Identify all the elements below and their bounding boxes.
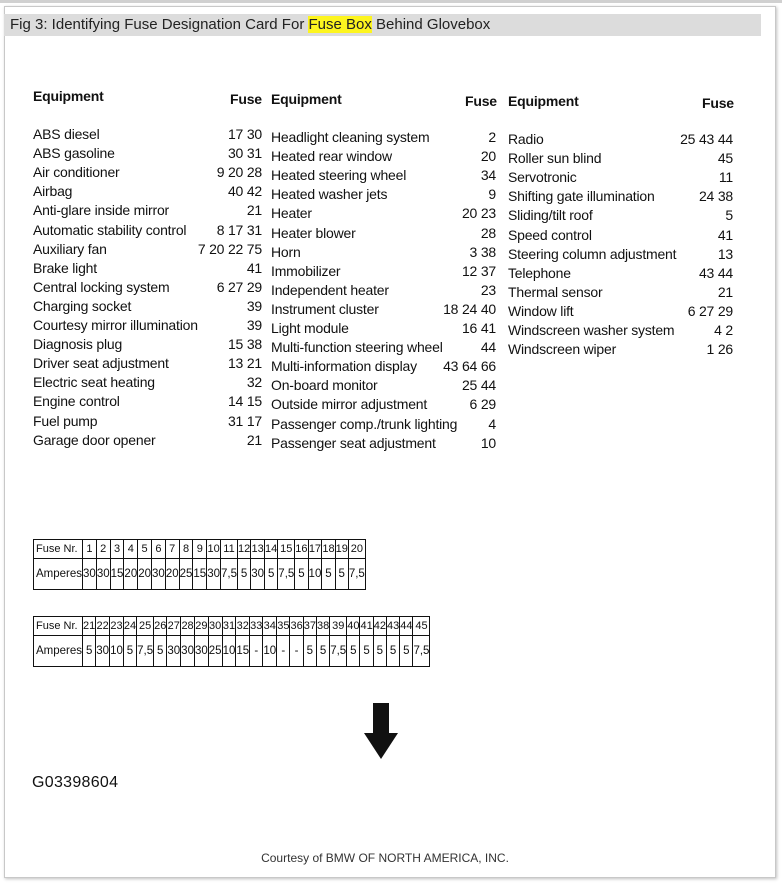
equipment-row <box>33 316 262 335</box>
amperes-cell: 15 <box>110 559 124 590</box>
amperes-cell: 30 <box>207 559 221 590</box>
equipment-name: Sliding/tilt roof <box>508 207 593 224</box>
equipment-fuse: 12 37 <box>461 262 496 279</box>
fuse-number-cell: 8 <box>179 540 193 559</box>
equipment-name: Diagnosis plug <box>33 336 123 353</box>
equipment-name: Multi-information display <box>271 358 417 375</box>
equipment-row <box>33 144 262 163</box>
amperes-cell: 30 <box>167 636 181 667</box>
equipment-name: Fuel pump <box>33 412 98 429</box>
amperes-cell: 30 <box>96 636 110 667</box>
fuse-number-cell: 39 <box>330 617 347 636</box>
col2-fuse-header: Fuse <box>465 93 497 109</box>
col1-equipment-header: Equipment <box>33 88 104 104</box>
equipment-fuse: 9 20 28 <box>216 164 262 181</box>
fuse-number-cell: 13 <box>251 540 265 559</box>
amperes-row <box>34 559 366 590</box>
equipment-row <box>271 376 496 395</box>
fuse-number-cell: 42 <box>373 617 386 636</box>
fuse-number-cell: 38 <box>316 617 329 636</box>
amperes-cell: 5 <box>303 636 316 667</box>
fuse-number-cell: 31 <box>222 617 236 636</box>
fuse-number-cell: 45 <box>413 617 430 636</box>
amperes-cell: - <box>277 636 290 667</box>
amperes-cell: 25 <box>208 636 222 667</box>
equipment-row <box>33 431 262 450</box>
amperes-cell: 5 <box>386 636 399 667</box>
equipment-row <box>508 264 733 283</box>
figure-caption <box>10 16 490 33</box>
equipment-name: Windscreen washer system <box>508 322 675 338</box>
equipment-fuse: 13 <box>717 245 733 262</box>
equipment-fuse: 41 <box>717 226 733 243</box>
amperes-cell: 5 <box>322 559 335 590</box>
fuse-number-cell: 7 <box>165 540 179 559</box>
equipment-fuse: 3 38 <box>469 243 496 260</box>
fuse-number-cell: 3 <box>110 540 124 559</box>
fuse-number-cell: 44 <box>400 617 413 636</box>
amperes-cell: 20 <box>124 559 138 590</box>
equipment-name: Multi-function steering wheel <box>271 339 443 356</box>
amperes-cell: - <box>290 636 303 667</box>
equipment-name: Horn <box>271 243 301 260</box>
equipment-name: Speed control <box>508 226 592 243</box>
equipment-row <box>33 259 262 278</box>
fuse-number-cell: 10 <box>207 540 221 559</box>
amperes-cell: 20 <box>165 559 179 590</box>
equipment-fuse: 21 <box>246 431 262 448</box>
caption-text-end: Behind Glovebox <box>371 16 491 33</box>
equipment-fuse: 34 <box>480 167 496 184</box>
fuse-number-cell: 26 <box>154 617 167 636</box>
equipment-row <box>33 278 262 297</box>
fuse-number-cell: 16 <box>295 540 308 559</box>
fuse-number-cell: 12 <box>238 540 251 559</box>
equipment-row <box>508 149 733 168</box>
fuse-nr-label: Fuse Nr. <box>34 540 83 559</box>
equipment-name: Automatic stability control <box>33 221 187 238</box>
equipment-row <box>271 319 496 338</box>
equipment-fuse: 30 31 <box>227 145 262 162</box>
amperes-cell: 15 <box>193 559 207 590</box>
equipment-name: ABS gasoline <box>33 145 115 162</box>
fuse-number-row <box>34 540 366 559</box>
equipment-row <box>271 434 496 453</box>
top-divider <box>0 0 782 3</box>
amperes-cell: 20 <box>138 559 152 590</box>
equipment-name: Shifting gate illumination <box>508 188 655 205</box>
amperes-cell: 30 <box>194 636 208 667</box>
equipment-row <box>33 412 262 431</box>
equipment-row <box>508 226 733 245</box>
equipment-name: Roller sun blind <box>508 150 602 167</box>
equipment-fuse: 6 27 29 <box>216 278 262 295</box>
caption-highlight: Fuse Box <box>308 16 372 33</box>
equipment-name: Central locking system <box>33 278 170 295</box>
equipment-name: Radio <box>508 131 544 147</box>
amperes-cell: 25 <box>179 559 193 590</box>
equipment-name: Telephone <box>508 264 571 281</box>
amperes-cell: 7,5 <box>278 559 295 590</box>
equipment-name: Brake light <box>33 259 97 276</box>
fuse-number-cell: 9 <box>193 540 207 559</box>
amperes-cell: 5 <box>335 559 348 590</box>
fuse-number-cell: 35 <box>277 617 290 636</box>
equipment-row <box>33 125 262 144</box>
equipment-fuse: 2 <box>488 129 496 145</box>
equipment-name: Airbag <box>33 183 73 200</box>
amperes-row <box>34 636 430 667</box>
equipment-row <box>33 392 262 411</box>
equipment-row <box>271 224 496 243</box>
equipment-fuse: 41 <box>246 259 262 276</box>
amperes-cell: 5 <box>400 636 413 667</box>
equipment-row <box>271 166 496 185</box>
equipment-name: Heated rear window <box>271 148 392 165</box>
amperes-cell: 30 <box>83 559 97 590</box>
amperes-cell: 30 <box>96 559 110 590</box>
equipment-fuse: 45 <box>717 150 733 167</box>
equipment-row <box>271 185 496 204</box>
equipment-row <box>271 243 496 262</box>
fuse-number-cell: 20 <box>348 540 365 559</box>
equipment-fuse: 15 38 <box>227 336 262 353</box>
fuse-number-cell: 29 <box>194 617 208 636</box>
amperes-label: Amperes <box>34 559 83 590</box>
equipment-fuse: 18 24 40 <box>443 300 496 317</box>
equipment-row <box>33 354 262 373</box>
fuse-number-cell: 19 <box>335 540 348 559</box>
equipment-fuse: 13 21 <box>227 355 262 372</box>
amperes-cell: 7,5 <box>137 636 154 667</box>
amperes-cell: 5 <box>265 559 278 590</box>
equipment-row <box>271 204 496 223</box>
amperes-cell: 7,5 <box>348 559 365 590</box>
equipment-row <box>271 281 496 300</box>
amperes-cell: 5 <box>316 636 329 667</box>
amperes-cell: 5 <box>123 636 136 667</box>
equipment-name: Immobilizer <box>271 262 341 279</box>
fuse-number-cell: 27 <box>167 617 181 636</box>
fuse-table-1 <box>33 539 366 590</box>
equipment-row <box>271 147 496 166</box>
fuse-number-cell: 6 <box>152 540 166 559</box>
equipment-name: Garage door opener <box>33 431 156 448</box>
equipment-fuse: 17 30 <box>227 126 262 142</box>
fuse-number-cell: 14 <box>265 540 278 559</box>
equipment-name: Outside mirror adjustment <box>271 396 428 413</box>
equipment-name: Heated steering wheel <box>271 167 407 184</box>
amperes-cell: 5 <box>154 636 167 667</box>
col3-equipment-header: Equipment <box>508 93 579 109</box>
equipment-name: On-board monitor <box>271 377 378 394</box>
equipment-name: Driver seat adjustment <box>33 355 169 372</box>
equipment-name: ABS diesel <box>33 126 100 142</box>
equipment-fuse: 11 <box>718 169 733 186</box>
figure-caption-bar <box>4 14 761 36</box>
equipment-fuse: 32 <box>246 374 262 391</box>
equipment-fuse: 21 <box>246 202 262 219</box>
caption-text: Fig 3: Identifying Fuse Designation Card For <box>10 16 309 33</box>
figure-code: G03398604 <box>32 774 119 791</box>
amperes-cell: 5 <box>373 636 386 667</box>
amperes-cell: 7,5 <box>221 559 238 590</box>
amperes-cell: - <box>250 636 263 667</box>
down-arrow-icon <box>364 703 398 759</box>
fuse-number-cell: 40 <box>347 617 360 636</box>
fuse-number-cell: 11 <box>221 540 238 559</box>
amperes-cell: 5 <box>360 636 373 667</box>
equipment-name: Servotronic <box>508 169 577 186</box>
fuse-number-cell: 43 <box>386 617 399 636</box>
equipment-fuse: 6 29 <box>469 396 496 413</box>
equipment-name: Electric seat heating <box>33 374 155 391</box>
equipment-fuse: 14 15 <box>227 393 262 410</box>
equipment-name: Air conditioner <box>33 164 120 181</box>
equipment-name: Windscreen wiper <box>508 341 617 358</box>
equipment-row <box>33 201 262 220</box>
equipment-name: Independent heater <box>271 281 389 298</box>
fuse-number-cell: 30 <box>208 617 222 636</box>
fuse-number-cell: 25 <box>137 617 154 636</box>
equipment-name: Window lift <box>508 302 574 319</box>
amperes-cell: 5 <box>295 559 308 590</box>
fuse-number-cell: 17 <box>308 540 322 559</box>
equipment-name: Heater <box>271 205 312 222</box>
fuse-number-row <box>34 617 430 636</box>
fuse-number-cell: 23 <box>110 617 124 636</box>
amperes-cell: 10 <box>263 636 277 667</box>
equipment-fuse: 5 <box>725 207 733 224</box>
equipment-row <box>33 373 262 392</box>
equipment-name: Auxiliary fan <box>33 240 107 257</box>
amperes-cell: 7,5 <box>413 636 430 667</box>
equipment-fuse: 44 <box>480 339 496 356</box>
equipment-fuse: 39 <box>246 317 262 333</box>
equipment-fuse: 6 27 29 <box>687 302 733 319</box>
equipment-fuse: 24 38 <box>698 188 733 205</box>
amperes-cell: 5 <box>83 636 96 667</box>
equipment-name: Heated washer jets <box>271 186 388 203</box>
equipment-fuse: 28 <box>480 224 496 241</box>
equipment-name: Courtesy mirror illumination <box>33 317 198 333</box>
fuse-number-cell: 34 <box>263 617 277 636</box>
equipment-name: Steering column adjustment <box>508 245 677 262</box>
amperes-cell: 30 <box>181 636 195 667</box>
equipment-row <box>508 206 733 225</box>
equipment-name: Engine control <box>33 393 120 410</box>
col3-fuse-header: Fuse <box>702 95 734 111</box>
col2-equipment-header: Equipment <box>271 91 342 107</box>
fuse-number-cell: 24 <box>123 617 136 636</box>
equipment-fuse: 1 26 <box>706 341 733 358</box>
equipment-row <box>33 163 262 182</box>
fuse-number-cell: 2 <box>96 540 110 559</box>
equipment-name: Passenger comp./trunk lighting <box>271 415 458 432</box>
equipment-row <box>271 300 496 319</box>
col1-fuse-header: Fuse <box>230 91 262 107</box>
equipment-row <box>33 335 262 354</box>
fuse-number-cell: 28 <box>181 617 195 636</box>
equipment-row <box>271 415 496 434</box>
equipment-fuse: 21 <box>717 283 733 300</box>
equipment-fuse: 4 2 <box>714 322 733 338</box>
equipment-name: Heater blower <box>271 224 356 241</box>
equipment-row <box>271 262 496 281</box>
equipment-row <box>508 283 733 302</box>
equipment-row <box>33 182 262 201</box>
equipment-row <box>271 395 496 414</box>
equipment-row <box>33 221 262 240</box>
equipment-fuse: 20 23 <box>461 205 496 222</box>
amperes-cell: 7,5 <box>330 636 347 667</box>
equipment-name: Anti-glare inside mirror <box>33 202 170 219</box>
equipment-name: Light module <box>271 320 349 336</box>
equipment-fuse: 25 43 44 <box>680 131 733 147</box>
equipment-row <box>508 302 733 321</box>
equipment-name: Passenger seat adjustment <box>271 434 436 451</box>
equipment-fuse: 25 44 <box>461 377 496 394</box>
amperes-cell: 10 <box>110 636 124 667</box>
amperes-cell: 30 <box>152 559 166 590</box>
equipment-row <box>508 187 733 206</box>
fuse-number-cell: 36 <box>290 617 303 636</box>
equipment-fuse: 31 17 <box>227 412 262 429</box>
fuse-number-cell: 18 <box>322 540 335 559</box>
equipment-row <box>508 168 733 187</box>
equipment-fuse: 40 42 <box>227 183 262 200</box>
fuse-nr-label: Fuse Nr. <box>34 617 83 636</box>
equipment-fuse: 8 17 31 <box>216 221 262 238</box>
equipment-fuse: 4 <box>488 415 496 432</box>
courtesy-credit: Courtesy of BMW OF NORTH AMERICA, INC. <box>261 851 509 865</box>
equipment-row <box>508 130 733 149</box>
equipment-fuse: 39 <box>246 297 262 314</box>
equipment-row <box>33 240 262 259</box>
equipment-name: Instrument cluster <box>271 300 379 317</box>
fuse-number-cell: 41 <box>360 617 373 636</box>
fuse-number-cell: 32 <box>236 617 250 636</box>
equipment-name: Thermal sensor <box>508 283 603 300</box>
equipment-name: Headlight cleaning system <box>271 129 430 145</box>
amperes-cell: 5 <box>347 636 360 667</box>
amperes-cell: 10 <box>308 559 322 590</box>
equipment-row <box>508 340 733 359</box>
equipment-name: Charging socket <box>33 297 132 314</box>
fuse-number-cell: 4 <box>124 540 138 559</box>
equipment-row <box>33 297 262 316</box>
equipment-fuse: 10 <box>480 434 496 451</box>
equipment-fuse: 43 64 66 <box>443 358 496 375</box>
equipment-fuse: 7 20 22 75 <box>197 240 262 257</box>
amperes-cell: 15 <box>236 636 250 667</box>
equipment-row <box>508 245 733 264</box>
fuse-number-cell: 21 <box>83 617 96 636</box>
equipment-row <box>271 128 496 147</box>
amperes-label: Amperes <box>34 636 83 667</box>
equipment-fuse: 23 <box>480 281 496 298</box>
fuse-table-2 <box>33 616 430 667</box>
equipment-fuse: 9 <box>488 186 496 203</box>
amperes-cell: 10 <box>222 636 236 667</box>
amperes-cell: 30 <box>251 559 265 590</box>
fuse-number-cell: 5 <box>138 540 152 559</box>
fuse-number-cell: 15 <box>278 540 295 559</box>
fuse-number-cell: 1 <box>83 540 97 559</box>
fuse-number-cell: 37 <box>303 617 316 636</box>
equipment-fuse: 43 44 <box>698 264 733 281</box>
equipment-row <box>271 338 496 357</box>
amperes-cell: 5 <box>238 559 251 590</box>
equipment-row <box>271 357 496 376</box>
equipment-row <box>508 321 733 340</box>
equipment-fuse: 20 <box>480 148 496 165</box>
equipment-fuse: 16 41 <box>461 320 496 336</box>
fuse-number-cell: 33 <box>250 617 263 636</box>
fuse-number-cell: 22 <box>96 617 110 636</box>
